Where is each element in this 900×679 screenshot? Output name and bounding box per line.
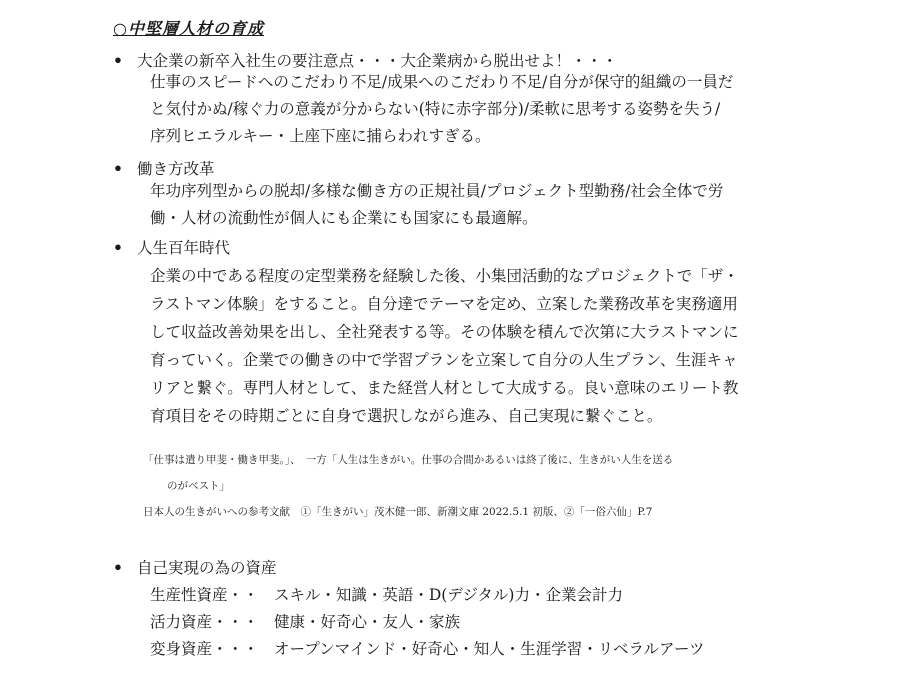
bullet-title: 働き方改革 bbox=[137, 160, 215, 178]
bullet-title: 自己実現の為の資産 bbox=[137, 559, 277, 577]
asset-item-productivity: 生産性資産・・ スキル・知識・英語・D(デジタル)力・企業会計力 bbox=[150, 586, 623, 604]
bullet-icon: • bbox=[113, 238, 123, 257]
bullet-item-assets bbox=[113, 556, 277, 578]
text-line: ラストマン体験」をすること。自分達でテーマを定め、立案した業務改革を実務適用 bbox=[150, 295, 738, 313]
bullet-item-large-company bbox=[113, 49, 618, 71]
text-line: リアと繋ぐ。専門人材として、また経営人材として大成する。良い意味のエリート教 bbox=[150, 379, 739, 397]
asset-item-vitality: 活力資産・・・ 健康・好奇心・友人・家族 bbox=[150, 613, 461, 631]
text-line: 序列ヒエラルキー・上座下座に捕らわれすぎる。 bbox=[150, 127, 491, 145]
section-heading: ○中堅層人材の育成 bbox=[113, 19, 264, 38]
reference-line: 日本人の生きがいへの参考文献 ①「生きがい」茂木健一郎、新潮文庫 2022.5.1 初版、②「一俗六仙」P.7 bbox=[143, 506, 653, 518]
paragraph-large-company bbox=[150, 69, 733, 150]
text-line: 育っていく。企業での働きの中で学習プランを立案して自分の人生プラン、生涯キャ bbox=[150, 351, 738, 369]
text-line: 仕事のスピードへのこだわり不足/成果へのこだわり不足/自分が保守的組織の一員だ bbox=[150, 73, 734, 91]
paragraph-hundred-year-life bbox=[150, 262, 739, 430]
asset-item-transformation: 変身資産・・・ オープンマインド・好奇心・知人・生涯学習・リベラルアーツ bbox=[150, 640, 705, 658]
bullet-item-hundred-year-life bbox=[113, 236, 230, 258]
paragraph-work-reform bbox=[150, 178, 723, 232]
text-line: 育項目をその時期ごとに自身で選択しながら進み、自己実現に繋ぐこと。 bbox=[150, 407, 663, 425]
bullet-item-work-reform bbox=[113, 157, 215, 179]
text-line: 年功序列型からの脱却/多様な働き方の正規社員/プロジェクト型勤務/社会全体で労 bbox=[150, 182, 724, 200]
bullet-title: 人生百年時代 bbox=[137, 239, 231, 257]
bullet-icon: • bbox=[113, 558, 123, 577]
bullet-icon: • bbox=[113, 51, 123, 70]
quote-line: 「仕事は遣り甲斐・働き甲斐。」、 一方「人生は生きがい。仕事の合間かあるいは終了後に、生きがい人生を送る bbox=[143, 454, 674, 466]
bullet-title: 大企業の新卒入社生の要注意点・・・大企業病から脱出せよ！・・・ bbox=[137, 52, 618, 70]
text-line: と気付かぬ/稼ぐ力の意義が分からない(特に赤字部分)/柔軟に思考する姿勢を失う/ bbox=[150, 100, 721, 118]
text-line: 働・人材の流動性が個人にも企業にも国家にも最適解。 bbox=[150, 209, 538, 227]
quote-line: のがベスト」 bbox=[167, 480, 230, 492]
text-line: して収益改善効果を出し、全社発表する等。その体験を積んで次第に大ラストマンに bbox=[150, 323, 739, 341]
bullet-icon: • bbox=[113, 159, 123, 178]
text-line: 企業の中である程度の定型業務を経験した後、小集団活動的なプロジェクトで「ザ・ bbox=[150, 267, 739, 285]
